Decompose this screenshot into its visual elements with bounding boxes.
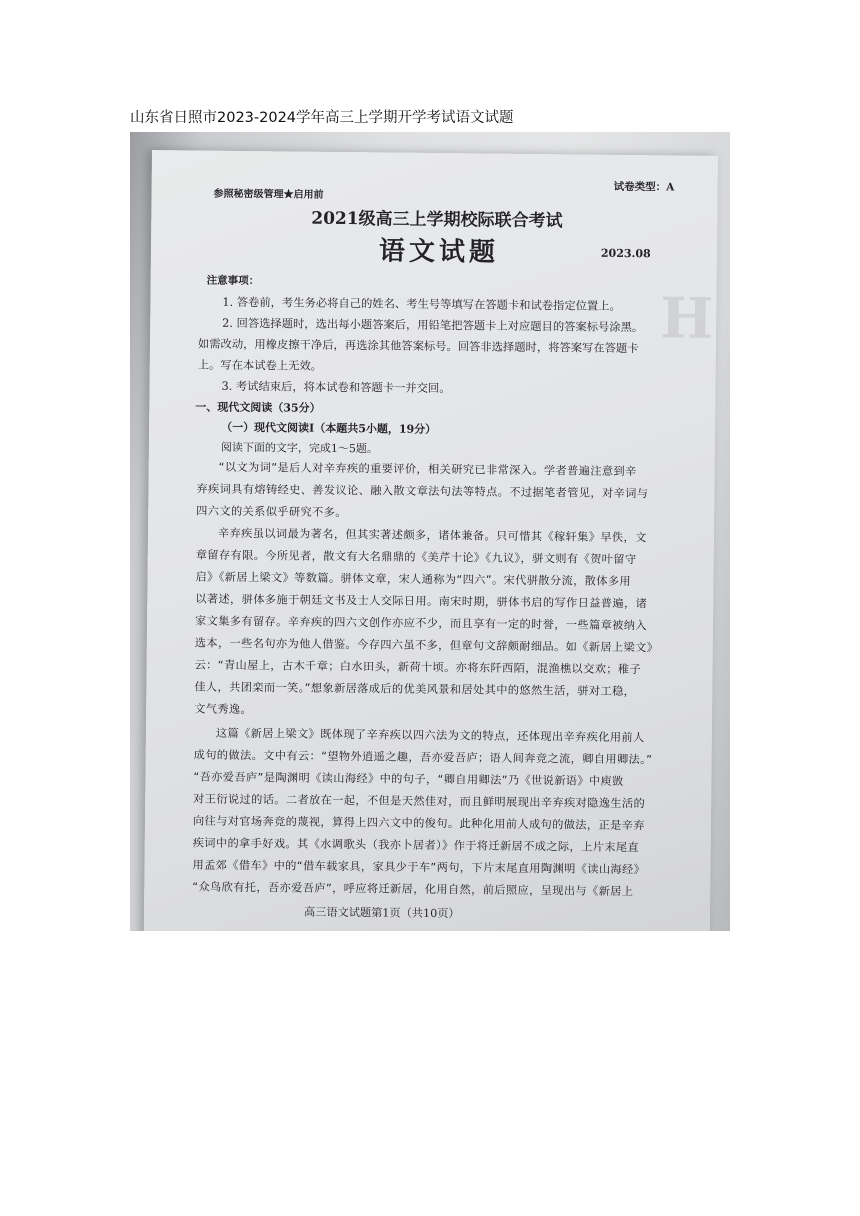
- body-line: 成句的做法。文中有云：“望物外逍遥之趣，吾亦爱吾庐；语人间奔竞之流，卿自用卿法。”: [193, 748, 653, 767]
- paper-type: 试卷类型：A: [613, 180, 675, 194]
- body-line: 这篇《新居上梁文》既体现了辛弃疾以四六法为文的特点，还体现出辛弃疾化用前人: [215, 726, 645, 745]
- notice-line: 上。写在本试卷上无效。: [197, 358, 323, 373]
- body-line: 文气秀逸。: [194, 702, 253, 717]
- exam-paper: [144, 150, 718, 931]
- body-line: 选本，一些名句亦为他人借鉴。今存四六虽不多，但章句文辞颇耐细品。如《新居上梁文》: [194, 636, 659, 655]
- body-line: 家文集多有留存。辛弃疾的四六文创作亦应不少，而且享有一定的时誉，一些篇章被纳入: [195, 614, 648, 633]
- subsection-heading: （一）现代文阅读Ⅰ（本题共5小题，19分）: [221, 420, 437, 436]
- notice-line: 如需改动，用橡皮擦干净后，再选涂其他答案标号。回答非选择题时，将答案写在答题卡: [197, 337, 639, 356]
- document-title: 山东省日照市2023-2024学年高三上学期开学考试语文试题: [130, 110, 514, 126]
- instruction: 阅读下面的文字，完成1～5题。: [220, 440, 378, 456]
- body-line: 疾词中的拿手好戏。其《水调歌头（我亦卜居者）》作于将迁新居不成之际，上片末尾直: [192, 836, 640, 855]
- body-line: 佳人，共团栾而一笑。”想象新居落成后的优美风景和居处其中的悠然生活，骈对工稳，: [194, 680, 636, 699]
- exam-photo: [130, 132, 730, 931]
- body-line: 章留存有限。今所见者，散文有大名鼎鼎的《美芹十论》《九议》，骈文则有《贺叶留守: [195, 548, 637, 567]
- notice-heading: 注意事项：: [206, 274, 260, 288]
- body-line: 以著述，骈体多施于朝廷文书及士人交际日用。南宋时期，骈体书启的写作日益普遍，诸: [195, 592, 648, 611]
- secret-label: 参照秘密级管理★启用前: [213, 188, 324, 201]
- body-line: 用孟郊《借车》中的“借车载家具，家具少于车”两句，下片末尾直用陶渊明《读山海经》: [192, 858, 646, 877]
- bleed-through-mark: H: [659, 285, 716, 352]
- subject-title: 语文试题: [378, 236, 500, 268]
- body-line: “以文为词”是后人对辛弃疾的重要评价，相关研究已非常深入。学者普遍注意到辛: [218, 460, 637, 479]
- body-line: 向往与对官场奔竞的蔑视，算得上四六文中的俊句。此种化用前人成句的做法，正是辛弃: [192, 814, 645, 833]
- body-line: 弃疾词具有熔铸经史、善发议论、融入散文章法句法等特点。不过据笔者管见，对辛词与: [196, 482, 649, 501]
- notice-line: 3. 考试结束后，将本试卷和答题卡一并交回。: [221, 379, 451, 396]
- body-line: “吾亦爱吾庐”是陶渊明《读山海经》中的句子，“卿自用卿法”乃《世说新语》中庾敳: [193, 770, 624, 788]
- body-line: 四六文的关系似乎研究不多。: [196, 504, 347, 520]
- body-line: 辛弃疾虽以词最为著名，但其实著述颇多，诸体兼备。只可惜其《稼轩集》早佚，文: [217, 526, 647, 545]
- page-footer: 高三语文试题第1页（共10页）: [303, 905, 460, 921]
- exam-title: 2021级高三上学期校际联合考试: [311, 208, 563, 232]
- body-line: 云：“青山屋上，古木千章；白水田头，新荷十顷。亦将东阡西陌，混渔樵以交欢；稚子: [194, 658, 642, 677]
- body-line: 启》《新居上梁文》等数篇。骈体文章，宋人通称为“四六”。宋代骈散分流，散体多用: [195, 570, 632, 589]
- body-line: “众鸟欣有托，吾亦爱吾庐”，呼应将迁新居，化用自然，前后照应，呈现出与《新居上: [192, 880, 634, 899]
- exam-date: 2023.08: [600, 246, 651, 261]
- notice-line: 2. 回答选择题时，选出每小题答案后，用铅笔把答题卡上对应题目的答案标号涂黑。: [222, 316, 644, 335]
- body-line: 对王衍说过的话。二者放在一起，不但是天然佳对，而且鲜明展现出辛弃疾对隐逸生活的: [193, 792, 646, 811]
- section-heading: 一、现代文阅读（35分）: [195, 400, 321, 415]
- notice-line: 1. 答卷前，考生务必将自己的姓名、考生号等填写在答题卡和试卷指定位置上。: [222, 295, 621, 313]
